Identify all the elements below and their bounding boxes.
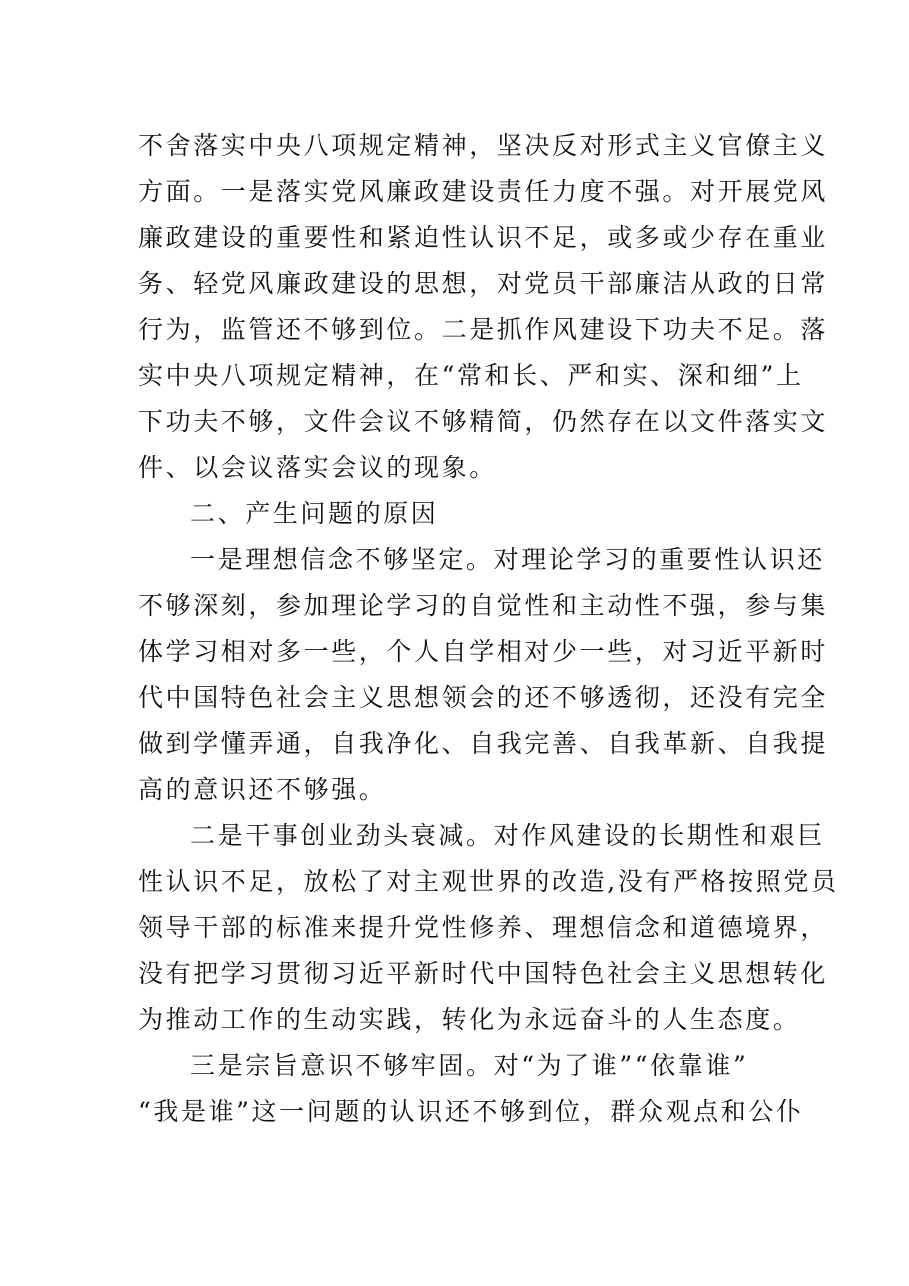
text-line: 体学习相对多一些，个人自学相对少一些，对习近平新时 bbox=[138, 637, 829, 666]
text-line: 下功夫不够，文件会议不够精简，仍然存在以文件落实文 bbox=[138, 407, 829, 436]
text-line: 二是干事创业劲头衰减。对作风建设的长期性和艰巨 bbox=[190, 821, 825, 850]
text-line: “我是谁”这一问题的认识还不够到位，群众观点和公仆 bbox=[138, 1097, 804, 1126]
text-line: 没有把学习贯彻习近平新时代中国特色社会主义思想转化 bbox=[138, 959, 829, 988]
text-line: 为推动工作的生动实践，转化为永远奋斗的人生态度。 bbox=[138, 1005, 801, 1034]
text-line: 廉政建设的重要性和紧迫性认识不足，或多或少存在重业 bbox=[138, 223, 829, 252]
text-line: 不够深刻，参加理论学习的自觉性和主动性不强，参与集 bbox=[138, 591, 829, 620]
text-line: 不舍落实中央八项规定精神，坚决反对形式主义官僚主义 bbox=[138, 131, 829, 160]
text-line: 行为，监管还不够到位。二是抓作风建设下功夫不足。落 bbox=[138, 315, 829, 344]
text-line: 代中国特色社会主义思想领会的还不够透彻，还没有完全 bbox=[138, 683, 829, 712]
text-line: 做到学懂弄通，自我净化、自我完善、自我革新、自我提 bbox=[138, 729, 829, 758]
section-heading: 二、产生问题的原因 bbox=[190, 499, 439, 528]
text-line: 实中央八项规定精神，在“常和长、严和实、深和细”上 bbox=[138, 361, 804, 390]
text-line: 务、轻党风廉政建设的思想，对党员干部廉洁从政的日常 bbox=[138, 269, 829, 298]
text-line: 三是宗旨意识不够牢固。对“为了谁”“依靠谁” bbox=[190, 1051, 749, 1080]
text-line: 领导干部的标准来提升党性修养、理想信念和道德境界， bbox=[138, 913, 829, 942]
text-line: 性认识不足，放松了对主观世界的改造,没有严格按照党员 bbox=[138, 867, 839, 896]
text-line: 件、以会议落实会议的现象。 bbox=[138, 453, 497, 482]
text-line: 方面。一是落实党风廉政建设责任力度不强。对开展党风 bbox=[138, 177, 829, 206]
text-line: 高的意识还不够强。 bbox=[138, 775, 387, 804]
text-line: 一是理想信念不够坚定。对理论学习的重要性认识还 bbox=[190, 545, 825, 574]
